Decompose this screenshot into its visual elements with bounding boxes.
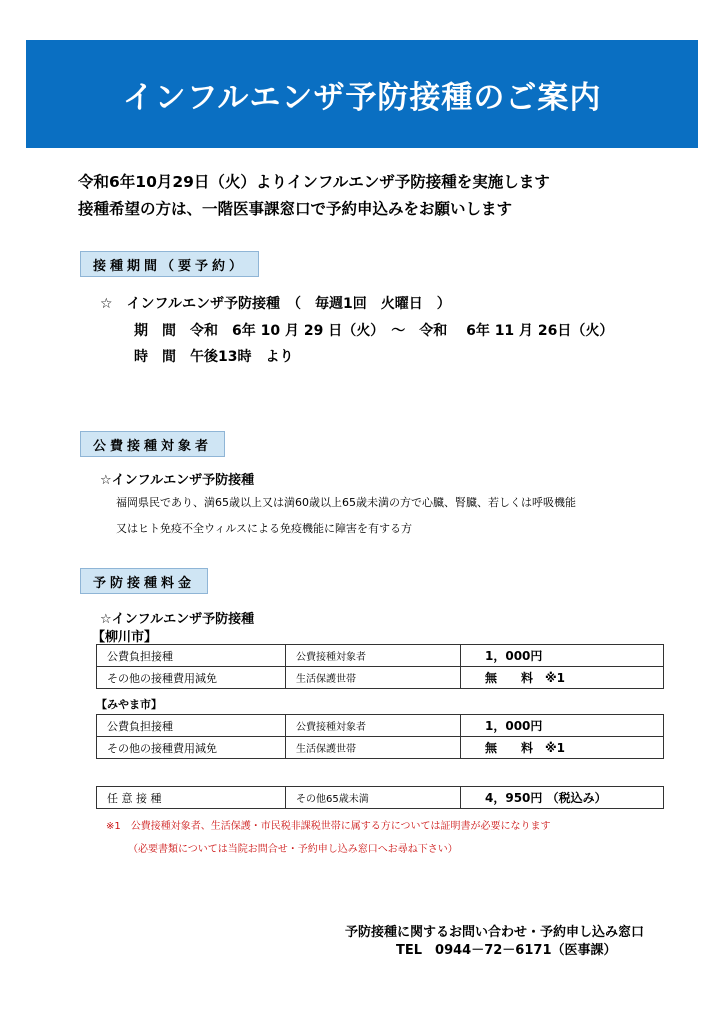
table-cell: 公費接種対象者 bbox=[286, 645, 461, 667]
intro-line-2: 接種希望の方は、一階医事課窓口で予約申込みをお願いします bbox=[78, 200, 513, 218]
period-time-line: 時 間 午後13時 より bbox=[134, 349, 294, 365]
miyama-fee-table bbox=[96, 714, 664, 759]
yanagawa-fee-table bbox=[96, 644, 664, 689]
table-cell: 公費接種対象者 bbox=[286, 715, 461, 737]
fee-heading: ☆インフルエンザ予防接種 bbox=[100, 612, 255, 627]
target-section-label: 公費接種対象者 bbox=[80, 431, 225, 457]
period-dates-line: 期 間 令和 6年 10 月 29 日（火） ～ 令和 6年 11 月 26日（火） bbox=[134, 323, 614, 339]
intro-line-1: 令和6年10月29日（火）よりインフルエンザ予防接種を実施します bbox=[78, 173, 550, 191]
table-row bbox=[97, 787, 664, 809]
table-cell: 無 料 ※1 bbox=[461, 737, 664, 759]
table-cell: 1，000円 bbox=[461, 715, 664, 737]
table-cell: 1，000円 bbox=[461, 645, 664, 667]
period-section-label: 接種期間（要予約） bbox=[80, 251, 259, 277]
contact-line-2: TEL 0944－72－6171（医事課） bbox=[396, 943, 617, 958]
title-banner bbox=[26, 40, 698, 148]
target-line-1: 福岡県民であり、満65歳以上又は満60歳以上65歳未満の方で心臓、腎臓、若しくは呼吸機能 bbox=[116, 496, 576, 509]
note-2: （必要書類については当院お問合せ・予約申し込み窓口へお尋ね下さい） bbox=[128, 844, 458, 855]
table-cell: 任 意 接 種 bbox=[97, 787, 286, 809]
table-cell: 4，950円 （税込み） bbox=[461, 787, 664, 809]
table-cell: その他の接種費用減免 bbox=[97, 667, 286, 689]
table-row bbox=[97, 715, 664, 737]
table-cell: 無 料 ※1 bbox=[461, 667, 664, 689]
voluntary-fee-table bbox=[96, 786, 664, 809]
note-1: ※1 公費接種対象者、生活保護・市民税非課税世帯に属する方については証明書が必要になります bbox=[106, 821, 551, 832]
table-row bbox=[97, 737, 664, 759]
yanagawa-label: 【柳川市】 bbox=[92, 630, 158, 645]
table-row bbox=[97, 667, 664, 689]
target-line-2: 又はヒト免疫不全ウィルスによる免疫機能に障害を有する方 bbox=[116, 522, 413, 535]
table-cell: 生活保護世帯 bbox=[286, 667, 461, 689]
table-cell: 公費負担接種 bbox=[97, 715, 286, 737]
contact-line-1: 予防接種に関するお問い合わせ・予約申し込み窓口 bbox=[345, 925, 645, 940]
table-cell: 公費負担接種 bbox=[97, 645, 286, 667]
target-heading: ☆インフルエンザ予防接種 bbox=[100, 473, 255, 488]
table-row bbox=[97, 645, 664, 667]
page-title: インフルエンザ予防接種のご案内 bbox=[122, 79, 602, 116]
miyama-label: 【みやま市】 bbox=[96, 698, 162, 711]
table-cell: 生活保護世帯 bbox=[286, 737, 461, 759]
fee-section-label: 予防接種料金 bbox=[80, 568, 208, 594]
table-cell: その他65歳未満 bbox=[286, 787, 461, 809]
period-vaccine-line: ☆ インフルエンザ予防接種 （ 毎週1回 火曜日 ） bbox=[100, 296, 451, 312]
table-cell: その他の接種費用減免 bbox=[97, 737, 286, 759]
